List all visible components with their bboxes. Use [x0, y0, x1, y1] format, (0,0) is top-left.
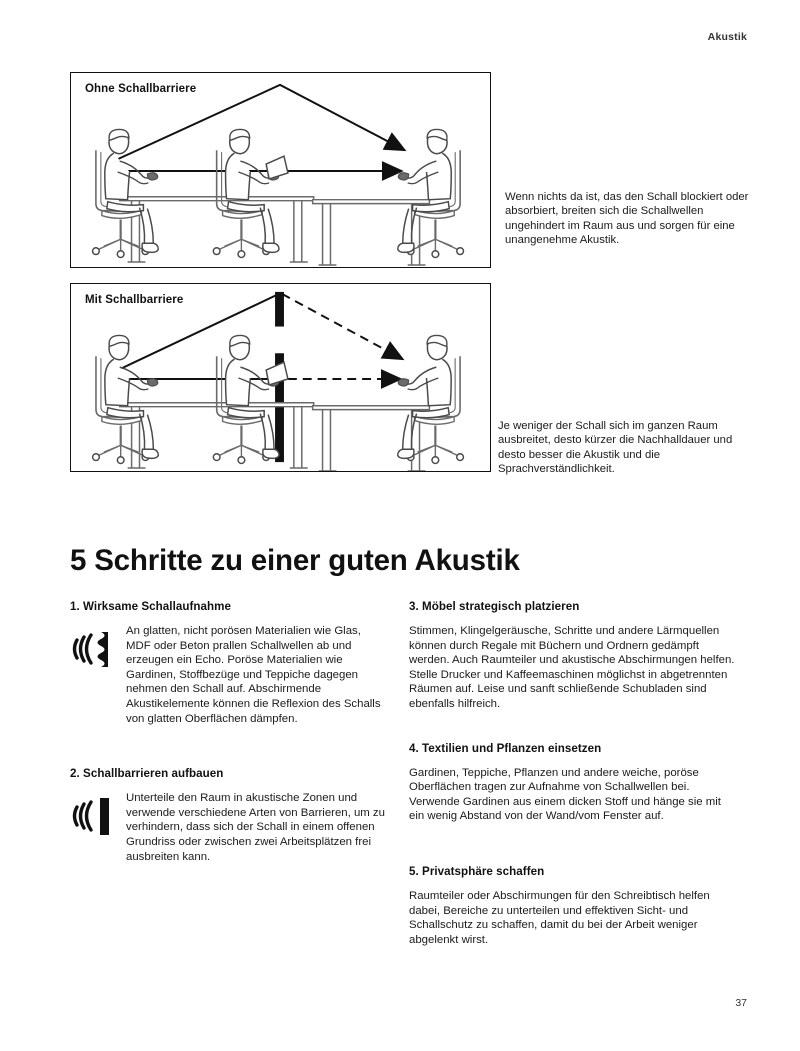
diagram-1-caption: Wenn nichts da ist, das den Schall blockiert oder absorbiert, breiten sich die Schallwellen ungehindert im Raum aus und sorgen für eine unangenehme Akustik. [505, 191, 749, 247]
sound-wave-barrier-icon [70, 791, 116, 839]
step-title: 2. Schallbarrieren aufbauen [70, 767, 224, 781]
step-2-schallbarrieren-aufbauen [70, 767, 388, 864]
diagram-with-sound-barrier [70, 283, 491, 472]
sound-wave-absorbing-icon [70, 624, 116, 672]
step-title: 1. Wirksame Schallaufnahme [70, 600, 231, 613]
step-title: 3. Möbel strategisch platzieren [409, 600, 580, 613]
step-spacer [70, 726, 388, 767]
step-text: Unterteile den Raum in akustische Zonen und verwende verschiedene Arten von Barrieren, um zu verhindern, dass sich der Schall in einem offenen Grundriss oder zwischen zwei Arbeitsplätzen frei ausbreiten kann. [126, 792, 385, 863]
diagram-illustration [71, 73, 490, 267]
sound-barrier-upper [275, 292, 284, 327]
step-spacer [409, 712, 739, 742]
diagram-title: Ohne Schallbarriere [85, 83, 197, 95]
step-spacer [409, 824, 739, 865]
diagram-illustration [71, 284, 490, 471]
diagram-2-caption: Je weniger der Schall sich im ganzen Raum ausbreitet, desto kürzer die Nachhalldauer und desto besser die Akustik und die Sprachverständlichkeit. [498, 420, 733, 476]
step-text: An glatten, nicht porösen Materialien wie Glas, MDF oder Beton prallen Schallwellen ab und erzeugen ein Echo. Poröse Materialien wie Gardinen, Stoffbezüge und Teppiche dagegen nehmen den Schall auf. Abschirmende Akustikelemente können die Reflexion des Schalls von glatten Oberflächen dämpfen. [126, 625, 381, 725]
step-3-moebel-strategisch-platzieren [409, 600, 739, 712]
step-5-privatsphaere-schaffen [409, 865, 739, 947]
step-text: Stimmen, Klingelgeräusche, Schritte und andere Lärmquellen können durch Regale mit Büchern und Ordnern gedämpft werden. Auch Raumteiler und akustische Abschirmungen helfen. Stelle Drucker und Kaffeemaschinen möglichst in abgetrennten Räumen auf. Leise und sanft schließende Schubladen sind ebenfalls hilfreich. [409, 625, 735, 710]
diagram-without-sound-barrier [70, 72, 491, 268]
page-title: 5 Schritte zu einer guten Akustik [70, 543, 520, 577]
step-title: 4. Textilien und Pflanzen einsetzen [409, 741, 602, 755]
running-header: Akustik [707, 31, 747, 43]
diagram-title: Mit Schallbarriere [85, 294, 184, 306]
diffracted-sound-path [282, 294, 403, 359]
step-1-wirksame-schallaufnahme [70, 600, 388, 726]
step-text: Gardinen, Teppiche, Pflanzen und andere weiche, poröse Oberflächen tragen zur Aufnahme von Schallwellen bei. Verwende Gardinen aus einem dicken Stoff und hänge sie mit ein wenig Abstand von der Wand/vom Fenster auf. [409, 766, 721, 823]
step-text: Raumteiler oder Abschirmungen für den Schreibtisch helfen dabei, Bereiche zu unterteilen und effektiven Sicht- und Schallschutz zu schaffen, damit du bei der Arbeit weniger abgelenkt wirst. [409, 889, 710, 946]
steps-column-right [409, 600, 739, 947]
step-4-textilien-und-pflanzen-einsetzen [409, 742, 739, 824]
page-number: 37 [735, 997, 747, 1009]
steps-column-left [70, 600, 388, 864]
reflected-sound-path [116, 85, 405, 160]
step-title: 5. Privatsphäre schaffen [409, 864, 545, 878]
